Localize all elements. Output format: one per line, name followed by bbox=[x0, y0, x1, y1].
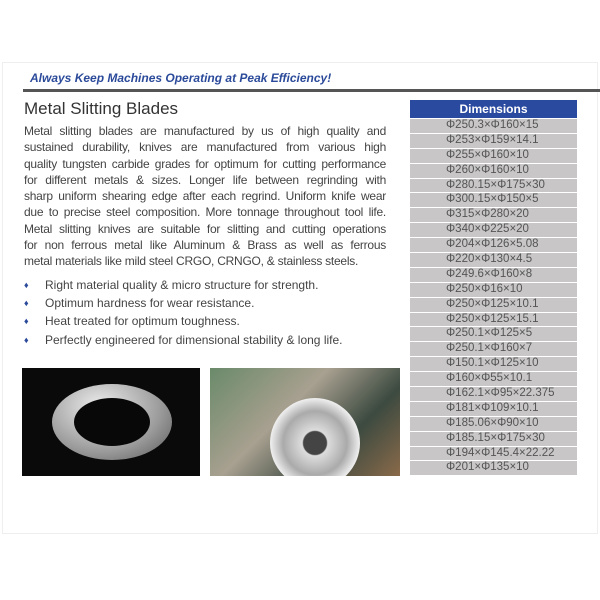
table-row: Φ253×Φ159×14.1 bbox=[410, 134, 577, 148]
table-row: Φ250×Φ16×10 bbox=[410, 283, 577, 297]
content-column bbox=[24, 98, 406, 349]
table-row: Φ201×Φ135×10 bbox=[410, 461, 577, 475]
divider bbox=[23, 89, 600, 92]
paragraph-line: for non ferrous metal like Aluminum & Brass as well as ferrous bbox=[24, 238, 386, 253]
paragraph-line: sustained durability, knives are manufactured from various high bbox=[24, 140, 386, 155]
table-row: Φ250×Φ125×10.1 bbox=[410, 298, 577, 312]
metal-coil bbox=[270, 398, 360, 476]
diamond-bullet-icon: ♦ bbox=[24, 298, 29, 309]
table-row: Φ250×Φ125×15.1 bbox=[410, 313, 577, 327]
list-item bbox=[24, 331, 406, 349]
list-item bbox=[24, 276, 406, 294]
table-row: Φ220×Φ130×4.5 bbox=[410, 253, 577, 267]
table-row: Φ300.15×Φ150×5 bbox=[410, 193, 577, 207]
paragraph-line: metal materials like mild steel CRGO, CRNGO, & stainless steels. bbox=[24, 254, 359, 269]
dimensions-table bbox=[410, 100, 577, 475]
paragraph-line: quality tungsten carbide grades for optimum for cutting performance bbox=[24, 156, 386, 171]
slitting-machine-photo bbox=[210, 368, 400, 476]
paragraph-line: for different metals & sizes. Longer life between regrinding with bbox=[24, 172, 386, 187]
table-row: Φ280.15×Φ175×30 bbox=[410, 179, 577, 193]
table-row: Φ181×Φ109×10.1 bbox=[410, 402, 577, 416]
tagline: Always Keep Machines Operating at Peak Efficiency! bbox=[30, 71, 332, 85]
diamond-bullet-icon: ♦ bbox=[24, 279, 29, 290]
table-row: Φ250.1×Φ160×7 bbox=[410, 342, 577, 356]
diamond-bullet-icon: ♦ bbox=[24, 334, 29, 345]
ring-hole bbox=[74, 398, 150, 446]
paragraph-line: due to precise steel composition. More tonnage throughout tool life. bbox=[24, 205, 386, 220]
table-row: Φ194×Φ145.4×22.22 bbox=[410, 447, 577, 461]
list-item-text: Right material quality & micro structure for strength. bbox=[45, 277, 319, 292]
table-row: Φ150.1×Φ125×10 bbox=[410, 357, 577, 371]
blade-photo bbox=[22, 368, 200, 476]
list-item-text: Perfectly engineered for dimensional stability & long life. bbox=[45, 332, 343, 347]
page-title: Metal Slitting Blades bbox=[24, 99, 179, 118]
table-row: Φ204×Φ126×5.08 bbox=[410, 238, 577, 252]
ring-blade bbox=[52, 384, 172, 460]
table-header: Dimensions bbox=[410, 100, 577, 118]
paragraph-line: Metal slitting blades are manufactured by us of high quality and bbox=[24, 124, 386, 138]
table-row: Φ160×Φ55×10.1 bbox=[410, 372, 577, 386]
paragraph-line: sharp uniform shearing edge after each regrind. Uniform knife wear bbox=[24, 189, 386, 204]
feature-list bbox=[24, 276, 406, 349]
table-row: Φ315×Φ280×20 bbox=[410, 208, 577, 222]
list-item-text: Heat treated for optimum toughness. bbox=[45, 314, 240, 329]
table-row: Φ249.6×Φ160×8 bbox=[410, 268, 577, 282]
list-item-text: Optimum hardness for wear resistance. bbox=[45, 296, 255, 311]
table-row: Φ162.1×Φ95×22.375 bbox=[410, 387, 577, 401]
diamond-bullet-icon: ♦ bbox=[24, 316, 29, 327]
description bbox=[24, 123, 386, 270]
table-row: Φ185.15×Φ175×30 bbox=[410, 432, 577, 446]
list-item bbox=[24, 294, 406, 312]
table-row: Φ260×Φ160×10 bbox=[410, 164, 577, 178]
table-row: Φ340×Φ225×20 bbox=[410, 223, 577, 237]
table-row: Φ250.3×Φ160×15 bbox=[410, 119, 577, 133]
table-row: Φ255×Φ160×10 bbox=[410, 149, 577, 163]
paragraph-line: Metal slitting knives are suitable for slitting and cutting operations bbox=[24, 221, 386, 236]
table-row: Φ250.1×Φ125×5 bbox=[410, 327, 577, 341]
list-item bbox=[24, 312, 406, 330]
table-row: Φ185.06×Φ90×10 bbox=[410, 417, 577, 431]
